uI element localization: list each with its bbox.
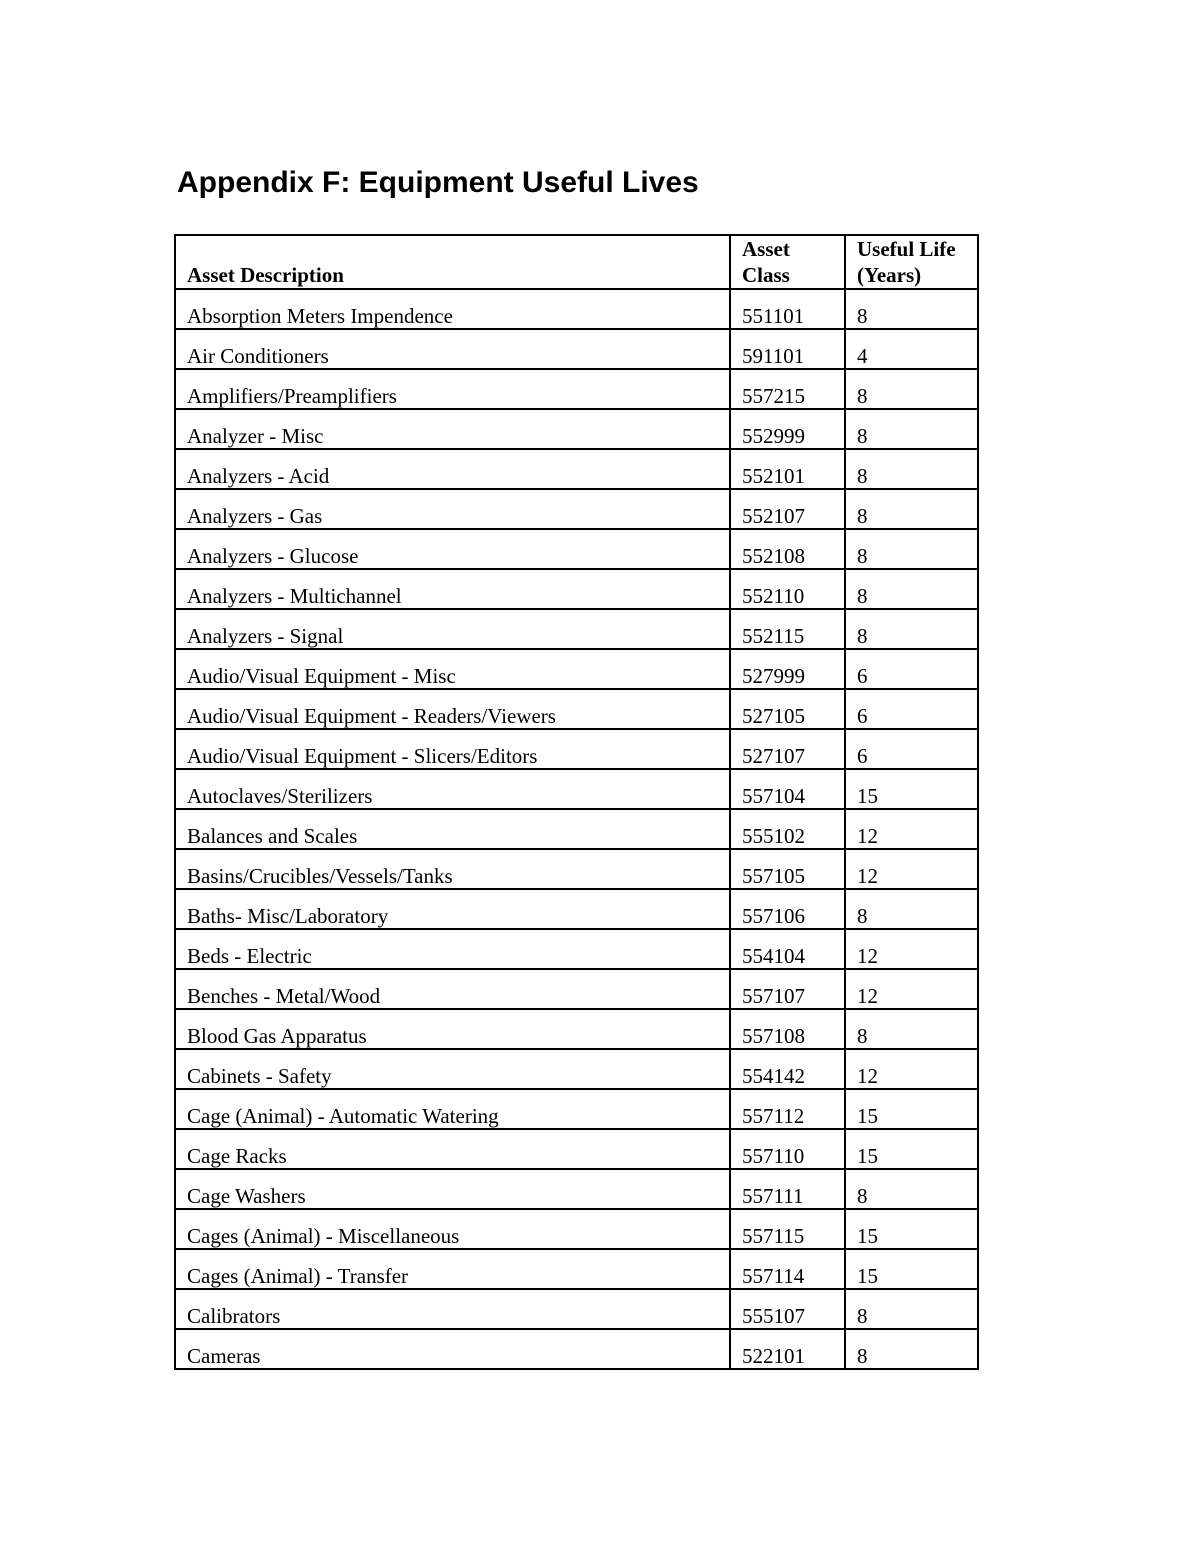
useful-life-cell: 8 bbox=[845, 889, 978, 929]
useful-life-cell: 8 bbox=[845, 1289, 978, 1329]
useful-life-cell: 8 bbox=[845, 489, 978, 529]
asset-description-cell: Beds - Electric bbox=[175, 929, 730, 969]
table-row bbox=[175, 1289, 978, 1329]
asset-class-cell: 557114 bbox=[730, 1249, 845, 1289]
asset-description-cell: Baths- Misc/Laboratory bbox=[175, 889, 730, 929]
useful-life-cell: 12 bbox=[845, 969, 978, 1009]
asset-class-cell: 555102 bbox=[730, 809, 845, 849]
table-row bbox=[175, 369, 978, 409]
useful-life-cell: 12 bbox=[845, 849, 978, 889]
table-row bbox=[175, 889, 978, 929]
useful-life-cell: 8 bbox=[845, 609, 978, 649]
asset-description-cell: Absorption Meters Impendence bbox=[175, 289, 730, 329]
useful-life-cell: 8 bbox=[845, 369, 978, 409]
asset-class-cell: 557111 bbox=[730, 1169, 845, 1209]
asset-description-cell: Audio/Visual Equipment - Misc bbox=[175, 649, 730, 689]
useful-life-cell: 6 bbox=[845, 649, 978, 689]
useful-life-cell: 15 bbox=[845, 1209, 978, 1249]
asset-class-cell: 552108 bbox=[730, 529, 845, 569]
table-body bbox=[175, 289, 978, 1369]
asset-description-cell: Analyzers - Signal bbox=[175, 609, 730, 649]
useful-life-cell: 8 bbox=[845, 409, 978, 449]
useful-life-cell: 15 bbox=[845, 1129, 978, 1169]
asset-class-cell: 551101 bbox=[730, 289, 845, 329]
useful-life-cell: 12 bbox=[845, 929, 978, 969]
asset-class-cell: 591101 bbox=[730, 329, 845, 369]
asset-description-cell: Amplifiers/Preamplifiers bbox=[175, 369, 730, 409]
asset-description-cell: Autoclaves/Sterilizers bbox=[175, 769, 730, 809]
asset-description-cell: Analyzers - Gas bbox=[175, 489, 730, 529]
table-row bbox=[175, 529, 978, 569]
table-row bbox=[175, 449, 978, 489]
table-row bbox=[175, 809, 978, 849]
asset-description-cell: Analyzers - Multichannel bbox=[175, 569, 730, 609]
asset-description-cell: Balances and Scales bbox=[175, 809, 730, 849]
asset-class-cell: 555107 bbox=[730, 1289, 845, 1329]
asset-description-cell: Cages (Animal) - Miscellaneous bbox=[175, 1209, 730, 1249]
header-row bbox=[175, 235, 978, 289]
asset-class-cell: 552115 bbox=[730, 609, 845, 649]
header-asset-class bbox=[730, 235, 845, 289]
table-row bbox=[175, 569, 978, 609]
table-row bbox=[175, 849, 978, 889]
asset-class-cell: 557104 bbox=[730, 769, 845, 809]
table-row bbox=[175, 1209, 978, 1249]
asset-description-cell: Air Conditioners bbox=[175, 329, 730, 369]
asset-class-cell: 552999 bbox=[730, 409, 845, 449]
asset-class-cell: 527105 bbox=[730, 689, 845, 729]
useful-life-cell: 8 bbox=[845, 289, 978, 329]
asset-description-cell: Blood Gas Apparatus bbox=[175, 1009, 730, 1049]
header-useful-life bbox=[845, 235, 978, 289]
asset-class-cell: 527999 bbox=[730, 649, 845, 689]
table-row bbox=[175, 1249, 978, 1289]
useful-life-cell: 4 bbox=[845, 329, 978, 369]
table-row bbox=[175, 1129, 978, 1169]
asset-description-cell: Analyzers - Acid bbox=[175, 449, 730, 489]
asset-class-cell: 522101 bbox=[730, 1329, 845, 1369]
asset-description-cell: Calibrators bbox=[175, 1289, 730, 1329]
page-title: Appendix F: Equipment Useful Lives bbox=[177, 166, 699, 199]
table-row bbox=[175, 609, 978, 649]
asset-description-cell: Analyzers - Glucose bbox=[175, 529, 730, 569]
asset-description-cell: Audio/Visual Equipment - Readers/Viewers bbox=[175, 689, 730, 729]
header-useful-life-line1: Useful Life bbox=[857, 237, 956, 261]
asset-description-cell: Cage Washers bbox=[175, 1169, 730, 1209]
asset-class-cell: 557107 bbox=[730, 969, 845, 1009]
table-row bbox=[175, 929, 978, 969]
table-header bbox=[175, 235, 978, 289]
asset-class-cell: 557106 bbox=[730, 889, 845, 929]
header-useful-life-line2: (Years) bbox=[857, 263, 922, 287]
useful-life-cell: 15 bbox=[845, 1089, 978, 1129]
equipment-useful-lives-table bbox=[174, 234, 979, 1370]
useful-life-cell: 12 bbox=[845, 1049, 978, 1089]
asset-description-cell: Cage Racks bbox=[175, 1129, 730, 1169]
header-asset-class-line1: Asset bbox=[742, 237, 790, 261]
header-asset-class-line2: Class bbox=[742, 263, 790, 287]
asset-class-cell: 552110 bbox=[730, 569, 845, 609]
asset-class-cell: 554104 bbox=[730, 929, 845, 969]
asset-class-cell: 557112 bbox=[730, 1089, 845, 1129]
header-asset-description: Asset Description bbox=[175, 235, 730, 289]
useful-life-cell: 6 bbox=[845, 689, 978, 729]
table-row bbox=[175, 1089, 978, 1129]
asset-description-cell: Cage (Animal) - Automatic Watering bbox=[175, 1089, 730, 1129]
table-row bbox=[175, 289, 978, 329]
asset-description-cell: Analyzer - Misc bbox=[175, 409, 730, 449]
asset-description-cell: Cages (Animal) - Transfer bbox=[175, 1249, 730, 1289]
asset-description-cell: Cameras bbox=[175, 1329, 730, 1369]
table-row bbox=[175, 329, 978, 369]
table-row bbox=[175, 729, 978, 769]
table-row bbox=[175, 1329, 978, 1369]
table-row bbox=[175, 969, 978, 1009]
asset-class-cell: 554142 bbox=[730, 1049, 845, 1089]
useful-life-cell: 6 bbox=[845, 729, 978, 769]
asset-class-cell: 557215 bbox=[730, 369, 845, 409]
asset-class-cell: 527107 bbox=[730, 729, 845, 769]
useful-life-cell: 8 bbox=[845, 449, 978, 489]
useful-life-cell: 8 bbox=[845, 1009, 978, 1049]
asset-class-cell: 552101 bbox=[730, 449, 845, 489]
asset-description-cell: Audio/Visual Equipment - Slicers/Editors bbox=[175, 729, 730, 769]
table-row bbox=[175, 409, 978, 449]
useful-life-cell: 8 bbox=[845, 1329, 978, 1369]
asset-class-cell: 557115 bbox=[730, 1209, 845, 1249]
asset-description-cell: Basins/Crucibles/Vessels/Tanks bbox=[175, 849, 730, 889]
useful-life-cell: 12 bbox=[845, 809, 978, 849]
table-row bbox=[175, 769, 978, 809]
table-row bbox=[175, 1169, 978, 1209]
table-row bbox=[175, 489, 978, 529]
asset-class-cell: 557108 bbox=[730, 1009, 845, 1049]
asset-description-cell: Cabinets - Safety bbox=[175, 1049, 730, 1089]
useful-life-cell: 15 bbox=[845, 769, 978, 809]
useful-life-cell: 8 bbox=[845, 569, 978, 609]
asset-class-cell: 557110 bbox=[730, 1129, 845, 1169]
table-row bbox=[175, 689, 978, 729]
table-row bbox=[175, 1009, 978, 1049]
table-row bbox=[175, 1049, 978, 1089]
table-row bbox=[175, 649, 978, 689]
asset-class-cell: 552107 bbox=[730, 489, 845, 529]
useful-life-cell: 15 bbox=[845, 1249, 978, 1289]
useful-life-cell: 8 bbox=[845, 1169, 978, 1209]
asset-class-cell: 557105 bbox=[730, 849, 845, 889]
asset-description-cell: Benches - Metal/Wood bbox=[175, 969, 730, 1009]
useful-life-cell: 8 bbox=[845, 529, 978, 569]
